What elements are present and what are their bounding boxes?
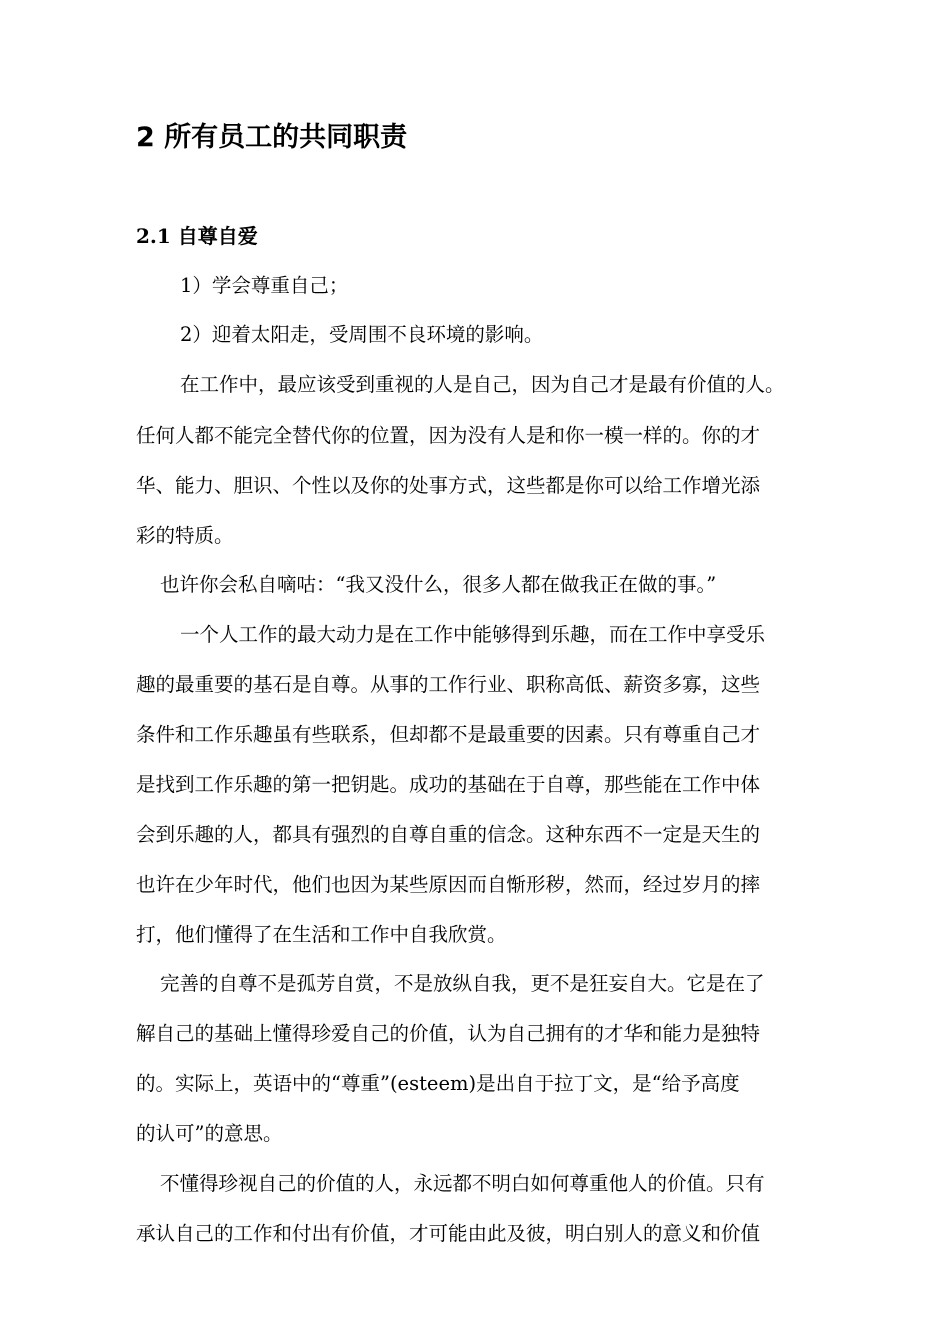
- paragraph-line: 一个人工作的最大动力是在工作中能够得到乐趣，而在工作中享受乐: [180, 623, 766, 646]
- paragraph-line: 的认可”的意思。: [136, 1122, 283, 1145]
- paragraph-line: 会到乐趣的人，都具有强烈的自尊自重的信念。这种东西不一定是天生的: [136, 823, 761, 846]
- paragraph-line: 解自己的基础上懂得珍爱自己的价值，认为自己拥有的才华和能力是独特: [136, 1022, 761, 1045]
- paragraph-line: 条件和工作乐趣虽有些联系，但却都不是最重要的因素。只有尊重自己才: [136, 723, 761, 746]
- paragraph-line: 是找到工作乐趣的第一把钥匙。成功的基础在于自尊，那些能在工作中体: [136, 773, 761, 796]
- chapter-title: 2 所有员工的共同职责: [136, 122, 408, 153]
- list-item: 1）学会尊重自己；: [180, 274, 349, 297]
- paragraph-line: 彩的特质。: [136, 524, 234, 547]
- paragraph-line: 也许你会私自嘀咕：“我又没什么，很多人都在做我正在做的事。”: [160, 573, 717, 596]
- paragraph-line: 趣的最重要的基石是自尊。从事的工作行业、职称高低、薪资多寡，这些: [136, 673, 761, 696]
- paragraph-line: 承认自己的工作和付出有价值，才可能由此及彼，明白别人的意义和价值: [136, 1222, 761, 1245]
- paragraph-line: 打，他们懂得了在生活和工作中自我欣赏。: [136, 923, 507, 946]
- paragraph-line: 在工作中，最应该受到重视的人是自己，因为自己才是最有价值的人。: [180, 373, 785, 396]
- paragraph-line: 华、能力、胆识、个性以及你的处事方式，这些都是你可以给工作增光添: [136, 474, 761, 497]
- paragraph-line: 的。实际上，英语中的“尊重”(esteem)是出自于拉丁文，是“给予高度: [136, 1072, 740, 1095]
- paragraph-line: 完善的自尊不是孤芳自赏，不是放纵自我，更不是狂妄自大。它是在了: [160, 972, 765, 995]
- paragraph-line: 任何人都不能完全替代你的位置，因为没有人是和你一模一样的。你的才: [136, 424, 761, 447]
- paragraph-line: 不懂得珍视自己的价值的人，永远都不明白如何尊重他人的价值。只有: [160, 1172, 765, 1195]
- section-title: 2.1 自尊自爱: [136, 224, 258, 248]
- list-item: 2）迎着太阳走，受周围不良环境的影响。: [180, 323, 544, 346]
- paragraph-line: 也许在少年时代，他们也因为某些原因而自惭形秽，然而，经过岁月的摔: [136, 873, 761, 896]
